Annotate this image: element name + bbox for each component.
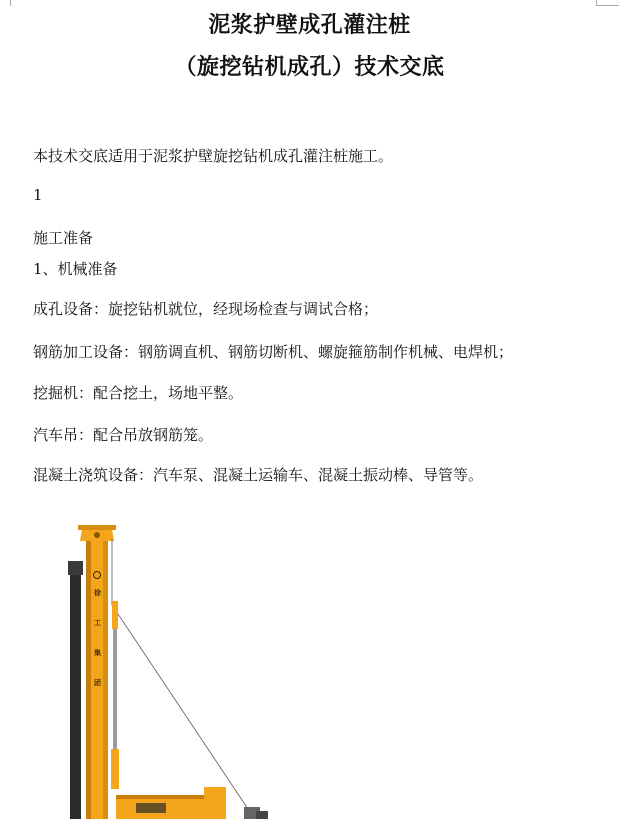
section-number: 1 [33, 186, 43, 204]
mast-label-char: 集 [94, 649, 101, 657]
equipment-item: 汽车吊：配合吊放钢筋笼。 [33, 426, 214, 444]
section-heading: 施工准备 [33, 229, 94, 247]
intro-paragraph: 本技术交底适用于泥浆护壁旋挖钻机成孔灌注桩施工。 [33, 147, 394, 165]
subsection-heading: 1、机械准备 [33, 260, 118, 278]
page-corner-mark-left [0, 0, 11, 6]
page-corner-mark-right [596, 0, 619, 6]
mast-label-char: 徐 [94, 589, 101, 597]
kelly-bar [70, 561, 81, 819]
document-title: 泥浆护壁成孔灌注桩 [208, 12, 411, 38]
equipment-item: 成孔设备：旋挖钻机就位，经现场检查与调试合格； [33, 300, 379, 318]
document-subtitle: （旋挖钻机成孔）技术交底 [174, 54, 445, 80]
mast-label-char: 工 [94, 619, 101, 627]
equipment-item: 挖掘机：配合挖土，场地平整。 [33, 384, 244, 402]
mast-label-char: 团 [94, 679, 101, 687]
equipment-item: 混凝土浇筑设备：汽车泵、混凝土运输车、混凝土振动棒、导管等。 [33, 466, 484, 484]
drilling-rig-image [56, 525, 296, 819]
equipment-item: 钢筋加工设备：钢筋调直机、钢筋切断机、螺旋箍筋制作机械、电焊机； [33, 343, 514, 361]
